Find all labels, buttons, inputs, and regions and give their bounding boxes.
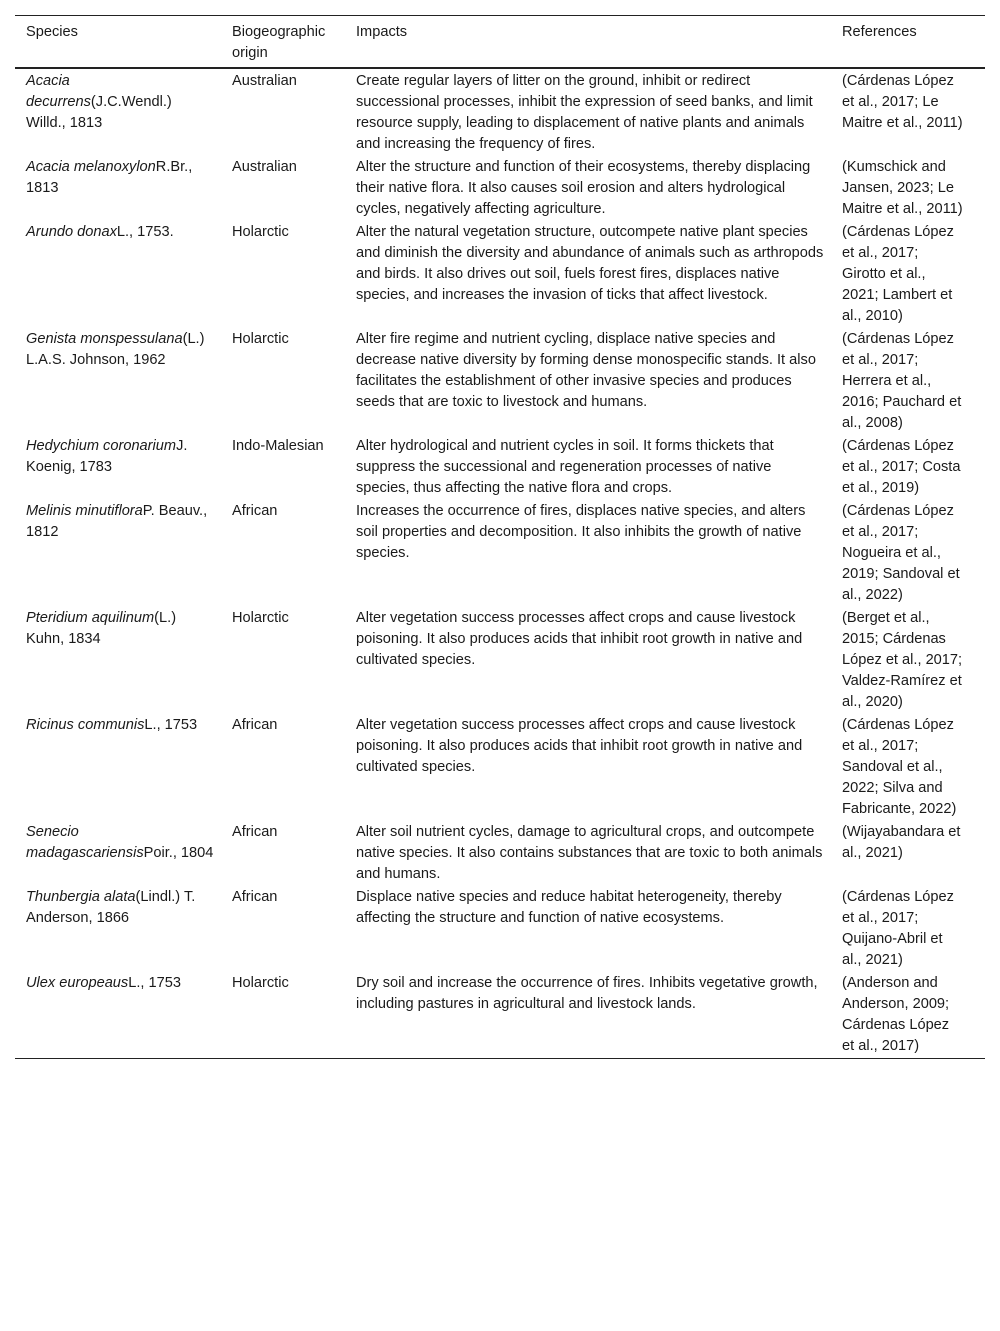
origin-cell: Australian bbox=[232, 73, 297, 89]
species-name: Ricinus communis bbox=[26, 717, 145, 733]
references-cell: (Cárdenas López et al., 2017; Sandoval et al., 2022; Silva and Fabricante, 2022) bbox=[842, 717, 957, 817]
species-name: Thunbergia alata bbox=[26, 889, 136, 905]
table-row bbox=[15, 500, 985, 607]
species-cell bbox=[15, 886, 221, 972]
table-row bbox=[15, 156, 985, 221]
references-cell: (Cárdenas López et al., 2017; Le Maitre et al., 2011) bbox=[842, 73, 963, 131]
header-species: Species bbox=[26, 24, 78, 40]
references-cell: (Cárdenas López et al., 2017; Girotto et al., 2021; Lambert et al., 2010) bbox=[842, 224, 954, 324]
species-cell bbox=[15, 500, 221, 607]
references-cell: (Kumschick and Jansen, 2023; Le Maitre et al., 2011) bbox=[842, 159, 963, 217]
references-cell: (Berget et al., 2015; Cárdenas López et al., 2017; Valdez-Ramírez et al., 2020) bbox=[842, 610, 963, 710]
origin-cell: Holarctic bbox=[232, 610, 289, 626]
species-cell bbox=[15, 821, 221, 886]
table-header bbox=[15, 16, 985, 69]
table-row bbox=[15, 972, 985, 1059]
species-name: Acacia decurrens bbox=[26, 73, 91, 110]
species-cell bbox=[15, 221, 221, 328]
species-cell bbox=[15, 328, 221, 435]
origin-cell: Holarctic bbox=[232, 331, 289, 347]
table-row bbox=[15, 328, 985, 435]
species-cell bbox=[15, 607, 221, 714]
species-cell bbox=[15, 435, 221, 500]
references-cell: (Anderson and Anderson, 2009; Cárdenas López et al., 2017) bbox=[842, 975, 950, 1054]
species-author: (Lindl.) T. Anderson, 1866 bbox=[26, 889, 196, 926]
species-cell bbox=[15, 972, 221, 1059]
species-author: (L.) L.A.S. Johnson, 1962 bbox=[26, 331, 205, 368]
impacts-cell: Displace native species and reduce habitat heterogeneity, thereby affecting the structure and function of native ecosystems. bbox=[356, 889, 782, 926]
table-row bbox=[15, 714, 985, 821]
origin-cell: African bbox=[232, 503, 278, 519]
origin-cell: Indo-Malesian bbox=[232, 438, 324, 454]
species-cell bbox=[15, 714, 221, 821]
species-author: (L.) Kuhn, 1834 bbox=[26, 610, 177, 647]
species-name: Genista monspessulana bbox=[26, 331, 183, 347]
origin-cell: African bbox=[232, 889, 278, 905]
species-cell bbox=[15, 156, 221, 221]
origin-cell: African bbox=[232, 717, 278, 733]
species-author: (J.C.Wendl.) Willd., 1813 bbox=[26, 94, 172, 131]
impacts-cell: Alter vegetation success processes affect crops and cause livestock poisoning. It also produces acids that inhibit root growth in native and cultivated species. bbox=[356, 610, 803, 668]
species-name: Arundo donax bbox=[26, 224, 117, 240]
table-row bbox=[15, 435, 985, 500]
species-name: Ulex europeaus bbox=[26, 975, 129, 991]
species-author: J. Koenig, 1783 bbox=[26, 438, 188, 475]
origin-cell: Holarctic bbox=[232, 224, 289, 240]
header-impacts: Impacts bbox=[356, 24, 408, 40]
origin-cell: Holarctic bbox=[232, 975, 289, 991]
table-row bbox=[15, 68, 985, 156]
impacts-cell: Increases the occurrence of fires, displaces native species, and alters soil properties and decomposition. It also inhibits the growth of native species. bbox=[356, 503, 806, 561]
species-author: L., 1753. bbox=[116, 224, 174, 240]
species-author: Poir., 1804 bbox=[143, 845, 214, 861]
species-author: L., 1753 bbox=[128, 975, 181, 991]
table-row bbox=[15, 607, 985, 714]
references-cell: (Cárdenas López et al., 2017; Costa et al., 2019) bbox=[842, 438, 961, 496]
impacts-cell: Alter vegetation success processes affect crops and cause livestock poisoning. It also produces acids that inhibit root growth in native and cultivated species. bbox=[356, 717, 803, 775]
references-cell: (Cárdenas López et al., 2017; Quijano-Abril et al., 2021) bbox=[842, 889, 954, 968]
references-cell: (Wijayabandara et al., 2021) bbox=[842, 824, 961, 861]
species-author: P. Beauv., 1812 bbox=[26, 503, 208, 540]
table-body bbox=[15, 68, 985, 1059]
species-name: Melinis minutiflora bbox=[26, 503, 143, 519]
impacts-cell: Alter hydrological and nutrient cycles in soil. It forms thickets that suppress the successional and regeneration processes of native species, thus affecting the native flora and crops. bbox=[356, 438, 774, 496]
impacts-cell: Dry soil and increase the occurrence of fires. Inhibits vegetative growth, including pastures in agricultural and livestock lands. bbox=[356, 975, 818, 1012]
impacts-cell: Alter fire regime and nutrient cycling, displace native species and decrease native diversity by forming dense monospecific stands. It also facilitates the establishment of other invasive species and produces seeds that are toxic to livestock and humans. bbox=[356, 331, 816, 410]
species-author: R.Br., 1813 bbox=[26, 159, 193, 196]
species-name: Hedychium coronarium bbox=[26, 438, 177, 454]
header-row bbox=[15, 16, 985, 69]
header-origin: Biogeographic origin bbox=[232, 24, 326, 61]
table-row bbox=[15, 821, 985, 886]
invasive-species-table bbox=[15, 15, 985, 1059]
species-author: L., 1753 bbox=[144, 717, 198, 733]
species-name: Senecio madagascariensis bbox=[26, 824, 144, 861]
impacts-cell: Alter the natural vegetation structure, outcompete native plant species and diminish the diversity and abundance of animals such as arthropods and birds. It also drives out soil, fuels forest fires, displaces native species, and increases the invasion of ticks that affect livestock. bbox=[356, 224, 824, 303]
header-references: References bbox=[842, 24, 917, 40]
species-cell bbox=[15, 68, 221, 156]
origin-cell: African bbox=[232, 824, 278, 840]
table-row bbox=[15, 221, 985, 328]
species-name: Pteridium aquilinum bbox=[26, 610, 155, 626]
table-row bbox=[15, 886, 985, 972]
species-name: Acacia melanoxylon bbox=[26, 159, 156, 175]
impacts-cell: Alter soil nutrient cycles, damage to agricultural crops, and outcompete native species. It also contains substances that are toxic to both animals and humans. bbox=[356, 824, 823, 882]
origin-cell: Australian bbox=[232, 159, 297, 175]
impacts-cell: Create regular layers of litter on the ground, inhibit or redirect successional processes, inhibit the expression of seed banks, and limit resource supply, leading to displacement of native plants and animals and increasing the frequency of fires. bbox=[356, 73, 813, 152]
impacts-cell: Alter the structure and function of their ecosystems, thereby displacing their native flora. It also causes soil erosion and alters hydrological cycles, negatively affecting agriculture. bbox=[356, 159, 811, 217]
references-cell: (Cárdenas López et al., 2017; Herrera et al., 2016; Pauchard et al., 2008) bbox=[842, 331, 962, 431]
references-cell: (Cárdenas López et al., 2017; Nogueira et al., 2019; Sandoval et al., 2022) bbox=[842, 503, 960, 603]
